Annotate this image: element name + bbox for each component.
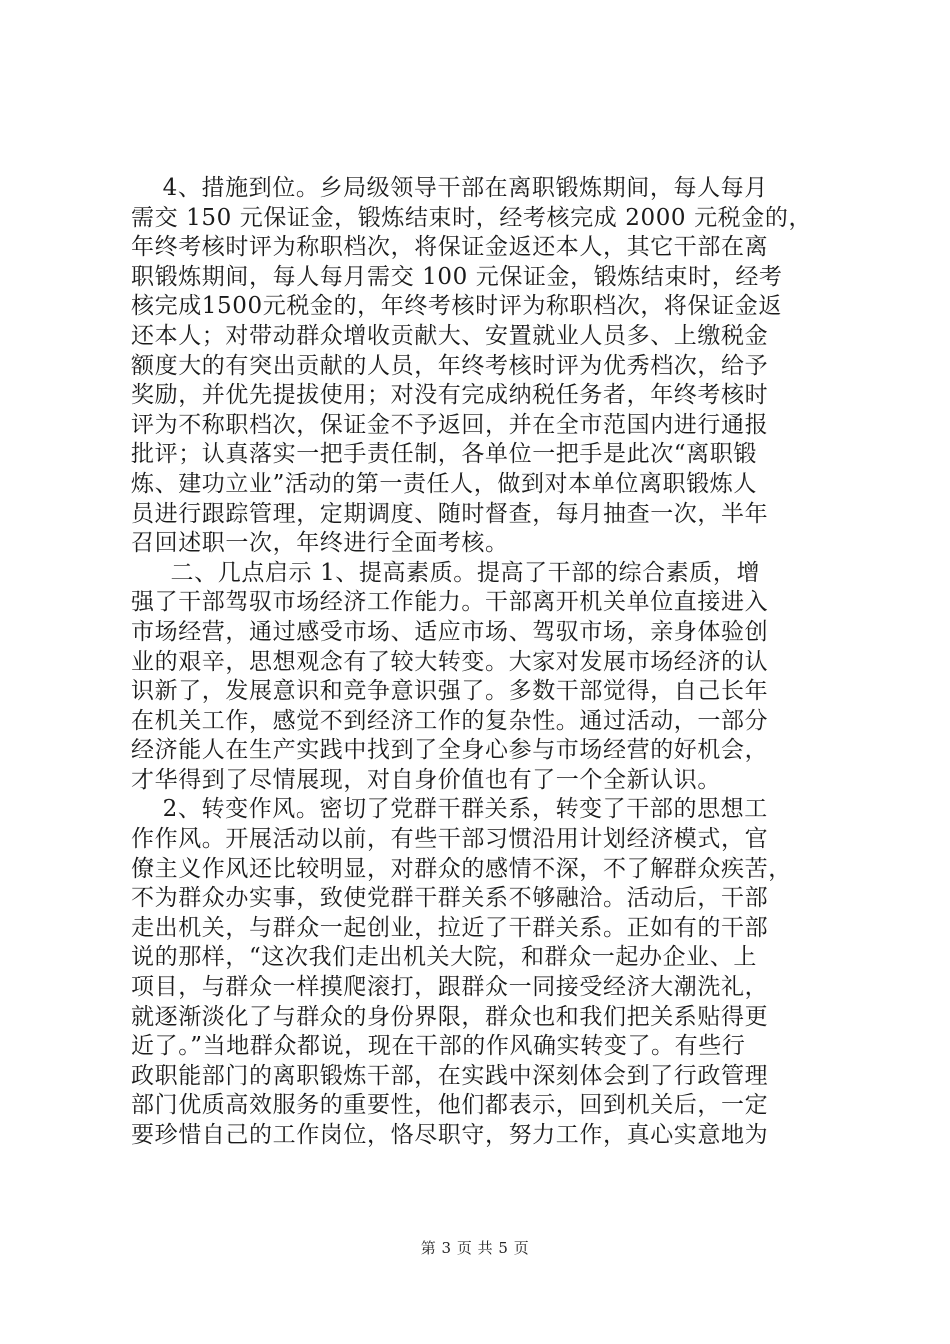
text-line: 走出机关，与群众一起创业，拉近了干群关系。正如有的干部 bbox=[131, 914, 769, 941]
text-line: 业的艰辛，思想观念有了较大转变。大家对发展市场经济的认 bbox=[131, 648, 769, 675]
text-line: 职锻炼期间，每人每月需交 100 元保证金，锻炼结束时，经考 bbox=[131, 263, 783, 290]
text-line: 批评；认真落实一把手责任制，各单位一把手是此次“离职锻 bbox=[131, 441, 757, 468]
text-line: 强了干部驾驭市场经济工作能力。干部离开机关单位直接进入 bbox=[131, 589, 769, 616]
document-body bbox=[131, 174, 831, 1151]
text-line: 4、措施到位。乡局级领导干部在离职锻炼期间，每人每月 bbox=[131, 175, 768, 201]
text-line: 需交 150 元保证金，锻炼结束时，经考核完成 2000 元税金的， bbox=[131, 204, 813, 231]
text-line: 炼、建功立业”活动的第一责任人，做到对本单位离职锻炼人 bbox=[131, 470, 757, 497]
text-line: 不为群众办实事，致使党群干群关系不够融洽。活动后，干部 bbox=[131, 885, 769, 912]
text-line: 员进行跟踪管理，定期调度、随时督查，每月抽查一次，半年 bbox=[131, 500, 769, 527]
text-line: 在机关工作，感觉不到经济工作的复杂性。通过活动，一部分 bbox=[131, 707, 769, 734]
text-line: 作作风。开展活动以前，有些干部习惯沿用计划经济模式，官 bbox=[131, 826, 769, 853]
text-line: 年终考核时评为称职档次，将保证金返还本人，其它干部在离 bbox=[131, 234, 769, 261]
text-line: 说的那样，“这次我们走出机关大院，和群众一起办企业、上 bbox=[131, 944, 757, 971]
text-line: 额度大的有突出贡献的人员，年终考核时评为优秀档次，给予 bbox=[131, 352, 769, 379]
text-line: 评为不称职档次，保证金不予返回，并在全市范国内进行通报 bbox=[131, 411, 769, 438]
text-line: 召回述职一次，年终进行全面考核。 bbox=[131, 530, 509, 557]
text-line: 僚主义作风还比较明显，对群众的感情不深，不了解群众疾苦， bbox=[131, 855, 792, 882]
text-line: 部门优质高效服务的重要性，他们都表示，回到机关后，一定 bbox=[131, 1092, 769, 1119]
text-line: 要珍惜自己的工作岗位，恪尽职守，努力工作，真心实意地为 bbox=[131, 1122, 769, 1148]
text-line: 市场经营，通过感受市场、适应市场、驾驭市场，亲身体验创 bbox=[131, 618, 769, 645]
text-line: 项目，与群众一样摸爬滚打，跟群众一同接受经济大潮洗礼， bbox=[131, 974, 769, 1001]
text-line: 核完成1500元税金的，年终考核时评为称职档次，将保证金返 bbox=[131, 293, 782, 320]
text-line: 才华得到了尽情展现，对自身价值也有了一个全新认识。 bbox=[131, 766, 721, 793]
text-line: 识新了，发展意识和竞争意识强了。多数干部觉得，自己长年 bbox=[131, 678, 769, 705]
text-line: 就逐渐淡化了与群众的身份界限，群众也和我们把关系贴得更 bbox=[131, 1003, 769, 1030]
page-footer: 第 3 页 共 5 页 bbox=[420, 1239, 530, 1257]
text-line: 奖励，并优先提拔使用；对没有完成纳税任务者，年终考核时 bbox=[131, 382, 769, 409]
text-line: 经济能人在生产实践中找到了全身心参与市场经营的好机会， bbox=[131, 737, 769, 764]
text-line: 还本人；对带动群众增收贡献大、安置就业人员多、上缴税金 bbox=[131, 322, 769, 349]
text-line: 近了。”当地群众都说，现在干部的作风确实转变了。有些行 bbox=[131, 1033, 746, 1060]
text-line: 政职能部门的离职锻炼干部，在实践中深刻体会到了行政管理 bbox=[131, 1062, 769, 1089]
text-line: 二、几点启示 1、提高素质。提高了干部的综合素质，增 bbox=[131, 559, 761, 586]
text-line: 2、转变作风。密切了党群干群关系，转变了干部的思想工 bbox=[131, 796, 768, 823]
